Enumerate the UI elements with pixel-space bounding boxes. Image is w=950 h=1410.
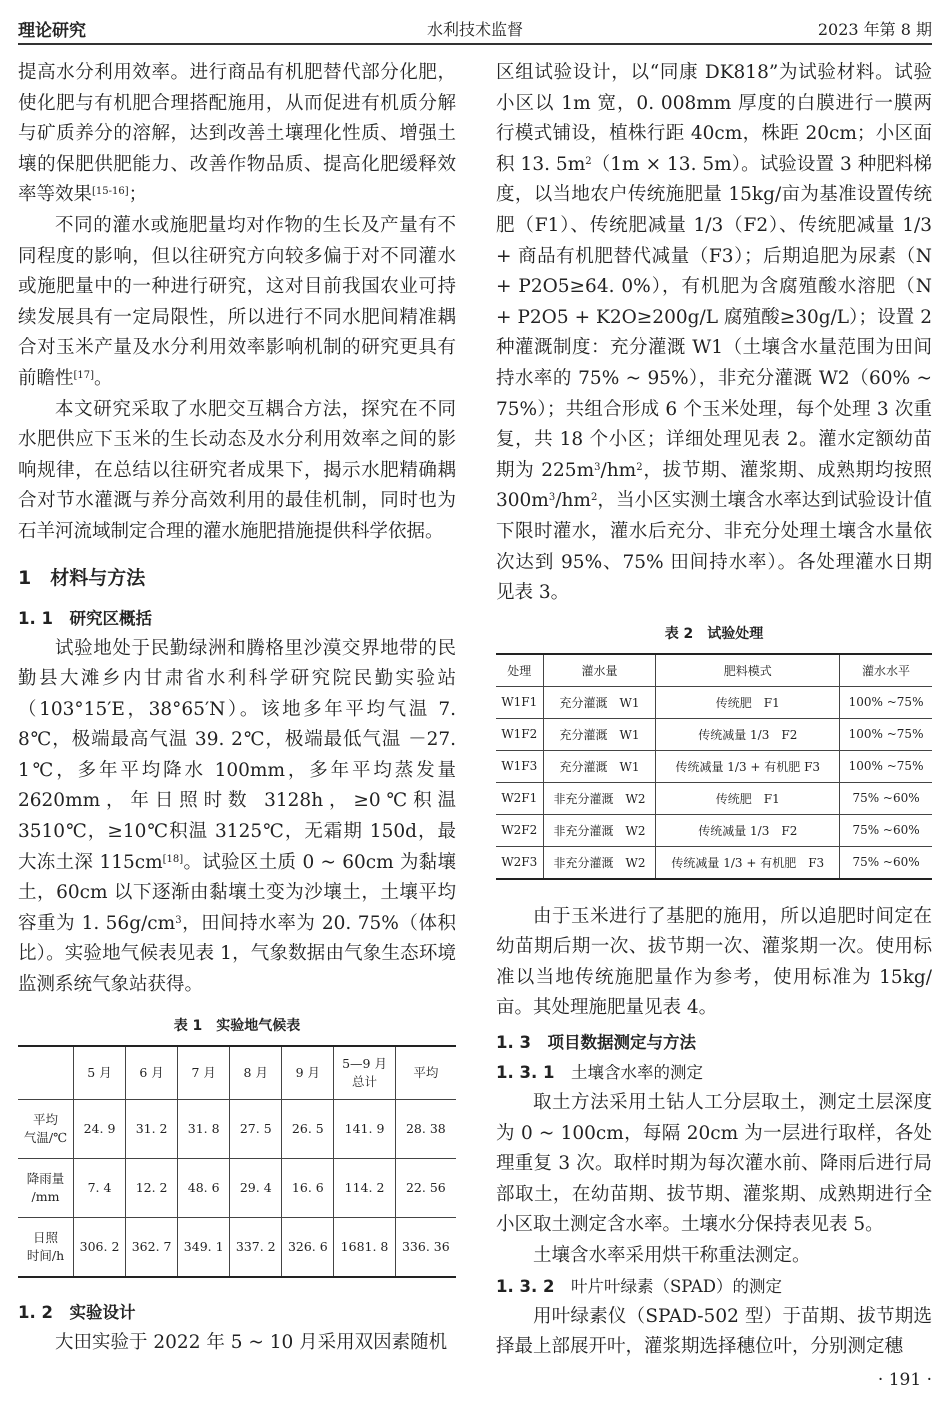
table-header-cell: 灌水水平 <box>840 654 932 687</box>
table-row <box>496 750 932 782</box>
table-cell: 75% ~60% <box>840 846 932 879</box>
table-cell: 充分灌溉 W1 <box>543 718 656 750</box>
paragraph: 土壤含水率采用烘干称重法测定。 <box>533 1245 811 1267</box>
table-header-cell: 6 月 <box>126 1046 178 1100</box>
table-cell: W2F3 <box>496 846 543 879</box>
table-cell: 传统减量 1/3 + 有机肥 F3 <box>656 750 840 782</box>
table-cell: 141. 9 <box>334 1099 395 1158</box>
paragraph: 由于玉米进行了基肥的施用，所以追肥时间定在幼苗期后期一次、拔节期一次、灌浆期一次。使用标准以当地传统施肥量作为参考，使用标准为 15kg/亩。其处理施肥量见表 4。 <box>496 905 932 1019</box>
table-cell: 28. 38 <box>395 1099 456 1158</box>
subsection-heading: 1. 2 实验设计 <box>18 1302 136 1322</box>
table-cell: 12. 2 <box>126 1158 178 1217</box>
subsection-heading: 1. 3 项目数据测定与方法 <box>496 1033 696 1053</box>
table-cell: W2F2 <box>496 814 543 846</box>
table-cell: W1F3 <box>496 750 543 782</box>
table-cell: 114. 2 <box>334 1158 395 1217</box>
table-cell: 48. 6 <box>178 1158 230 1217</box>
table-row <box>18 1217 456 1277</box>
table-row <box>18 1158 456 1217</box>
header-rule <box>18 43 932 45</box>
table-cell: 349. 1 <box>178 1217 230 1277</box>
subsection-heading: 1. 1 研究区概括 <box>18 608 152 628</box>
treatment-table <box>496 653 932 880</box>
table-row <box>496 814 932 846</box>
table-cell: 100% ~75% <box>840 718 932 750</box>
table-cell: 26. 5 <box>282 1099 334 1158</box>
table-cell: W1F2 <box>496 718 543 750</box>
table-cell: 传统减量 1/3 F2 <box>656 814 840 846</box>
table-header-cell: 8 月 <box>230 1046 282 1100</box>
table-row <box>496 846 932 879</box>
table-cell: 31. 2 <box>126 1099 178 1158</box>
paragraph: 提高水分利用效率。进行商品有机肥替代部分化肥，使化肥与有机肥合理搭配施用，从而促进有机质分解与矿质养分的溶解，达到改善土壤理化性质、增强土壤的保肥供肥能力、改善作物品质、提高化肥缓释效率等效果[15-16]； <box>18 62 456 206</box>
paragraph: 本文研究采取了水肥交互耦合方法，探究在不同水肥供应下玉米的生长动态及水分利用效率之间的影响规律，在总结以往研究者成果下，揭示水肥精确耦合对节水灌溉与养分高效利用的最佳机制，同时也为石羊河流域制定合理的灌水施肥措施提供科学依据。 <box>18 398 456 542</box>
journal-name: 水利技术监督 <box>426 20 523 39</box>
table-caption: 表 2 试验处理 <box>664 625 764 642</box>
table-cell: 非充分灌溉 W2 <box>543 782 656 814</box>
table-cell: 326. 6 <box>282 1217 334 1277</box>
table-cell: 336. 36 <box>395 1217 456 1277</box>
table-header-cell: 平均 <box>395 1046 456 1100</box>
paragraph: 取土方法采用土钻人工分层取土，测定土层深度为 0 ~ 100cm，每隔 20cm 为一层进行取样，各处理重复 3 次。取样时期为每次灌水前、降雨后进行局部取土，在幼苗期、拔节期、灌浆期、成熟期进行全小区取土测定含水率。土壤水分保持表见表 5。 <box>496 1092 932 1236</box>
running-header <box>18 14 932 44</box>
left-column <box>18 58 456 1358</box>
table-cell: 充分灌溉 W1 <box>543 686 656 718</box>
table-cell: 75% ~60% <box>840 814 932 846</box>
table-cell: 传统肥 F1 <box>656 782 840 814</box>
page-number: · 191 · <box>877 1370 932 1390</box>
table-cell: 362. 7 <box>126 1217 178 1277</box>
right-column <box>496 58 932 1363</box>
table-cell: 非充分灌溉 W2 <box>543 814 656 846</box>
table-header-cell: 5 月 <box>73 1046 125 1100</box>
table-header-cell: 灌水量 <box>543 654 656 687</box>
table-cell: 16. 6 <box>282 1158 334 1217</box>
paragraph: 大田实验于 2022 年 5 ~ 10 月采用双因素随机 <box>55 1331 448 1353</box>
table-row-label: 降雨量 /mm <box>18 1158 73 1217</box>
section-label: 理论研究 <box>18 21 86 41</box>
table-cell: 75% ~60% <box>840 782 932 814</box>
table-header-cell: 9 月 <box>282 1046 334 1100</box>
table-cell: 29. 4 <box>230 1158 282 1217</box>
table-row <box>18 1099 456 1158</box>
table-cell: 传统减量 1/3 + 有机肥 F3 <box>656 846 840 879</box>
paragraph: 试验地处于民勤绿洲和腾格里沙漠交界地带的民勤县大滩乡内甘肃省水利科学研究院民勤实验站（103°15′E，38°65′N）。该地多年平均气温 7. 8℃，极端最高气温 39. 2℃，极端最低气温 －27. 1℃，多年平均降水 100mm，多年平均蒸发量 2620mm，年日照时数 3128h，≥0℃积温 3510℃，≥10℃积温 3125℃，无霜期 150d，最大冻土深 115cm[18]。试验区土质 0 ~ 60cm 为黏壤土，60cm 以下逐渐由黏壤土变为沙壤土，土壤平均容重为 1. $56g/cm^3$，田间持水率为 20. 75%（体积比）。实验地气候表见表 1，气象数据由气象生态环境监测系统气象站获得。 <box>18 637 456 996</box>
table-cell: 充分灌溉 W1 <box>543 750 656 782</box>
table-cell: 1681. 8 <box>334 1217 395 1277</box>
paragraph: 不同的灌水或施肥量均对作物的生长及产量有不同程度的影响，但以往研究方向较多偏于对不同灌水或施肥量中的一种进行研究，这对目前我国农业可持续发展具有一定局限性，所以进行不同水肥间精准耦合对玉米产量及水分利用效率影响机制的研究更具有前瞻性[17]。 <box>18 214 456 389</box>
table-header-cell: 肥料模式 <box>656 654 840 687</box>
issue-label: 2023 年第 8 期 <box>817 20 932 39</box>
table-row <box>496 718 932 750</box>
table-header-cell: 处理 <box>496 654 543 687</box>
table-row <box>496 782 932 814</box>
table-cell: 337. 2 <box>230 1217 282 1277</box>
table-row-label: 平均 气温/℃ <box>18 1099 73 1158</box>
table-cell: 24. 9 <box>73 1099 125 1158</box>
table-cell: 100% ~75% <box>840 686 932 718</box>
table-cell: W1F1 <box>496 686 543 718</box>
table-caption: 表 1 实验地气候表 <box>173 1017 301 1034</box>
table-header-cell: 7 月 <box>178 1046 230 1100</box>
table-row-label: 日照 时间/h <box>18 1217 73 1277</box>
paragraph: 区组试验设计，以“同康 DK818”为试验材料。试验小区以 1m 宽，0. 008mm 厚度的白膜进行一膜两行模式铺设，植株行距 40cm，株距 20cm；小区面积 13. $5m^2(1m \times 13$. 5m）。试验设置 3 种肥料梯度，以当地农户传统施肥量 15kg/亩为基准设置传统肥（F1）、传统肥减量 1/3（F2）、传统肥减量 1/3 + 商品有机肥替代减量（F3）；后期追肥为尿素（N + P2O5≥64. 0%），有机肥为含腐殖酸水溶肥（N + P2O5 + K2O≥200g/L 腐殖酸≥30g/L）；设置 2 种灌溉制度：充分灌溉 W1（土壤含水量范围为田间持水率的 75% ~ 95%），非充分灌溉 W2（60% ~ 75%）；共组合形成 6 个玉米处理，每个处理 3 次重复，共 18 个小区；详细处理见表 2。灌水定额幼苗期为 $225m^3/hm^2$，拔节期、灌浆期、成熟期均按照 $300m^3/hm^2$，当小区实测土壤含水率达到试验设计值下限时灌水，灌水后充分、非充分处理土壤含水量依次达到 95%、75% 田间持水率）。各处理灌水日期见表 3。 <box>496 62 932 604</box>
table-cell: W2F1 <box>496 782 543 814</box>
section-heading: 1 材料与方法 <box>18 566 146 589</box>
subsubsection-heading: 1. 3. 2 叶片叶绿素（SPAD）的测定 <box>496 1276 783 1296</box>
table-cell: 传统减量 1/3 F2 <box>656 718 840 750</box>
table-cell: 306. 2 <box>73 1217 125 1277</box>
table-cell: 22. 56 <box>395 1158 456 1217</box>
paragraph: 用叶绿素仪（SPAD-502 型）于苗期、拔节期选择最上部展开叶，灌浆期选择穗位叶，分别测定穗 <box>496 1305 932 1358</box>
table-cell: 7. 4 <box>73 1158 125 1217</box>
table-cell: 27. 5 <box>230 1099 282 1158</box>
table-row <box>496 686 932 718</box>
climate-table <box>18 1045 456 1278</box>
table-cell: 非充分灌溉 W2 <box>543 846 656 879</box>
table-header-cell: 5—9 月 总计 <box>334 1046 395 1100</box>
table-header-cell <box>18 1046 73 1100</box>
table-cell: 传统肥 F1 <box>656 686 840 718</box>
table-cell: 31. 8 <box>178 1099 230 1158</box>
table-cell: 100% ~75% <box>840 750 932 782</box>
subsubsection-heading: 1. 3. 1 土壤含水率的测定 <box>496 1063 703 1083</box>
